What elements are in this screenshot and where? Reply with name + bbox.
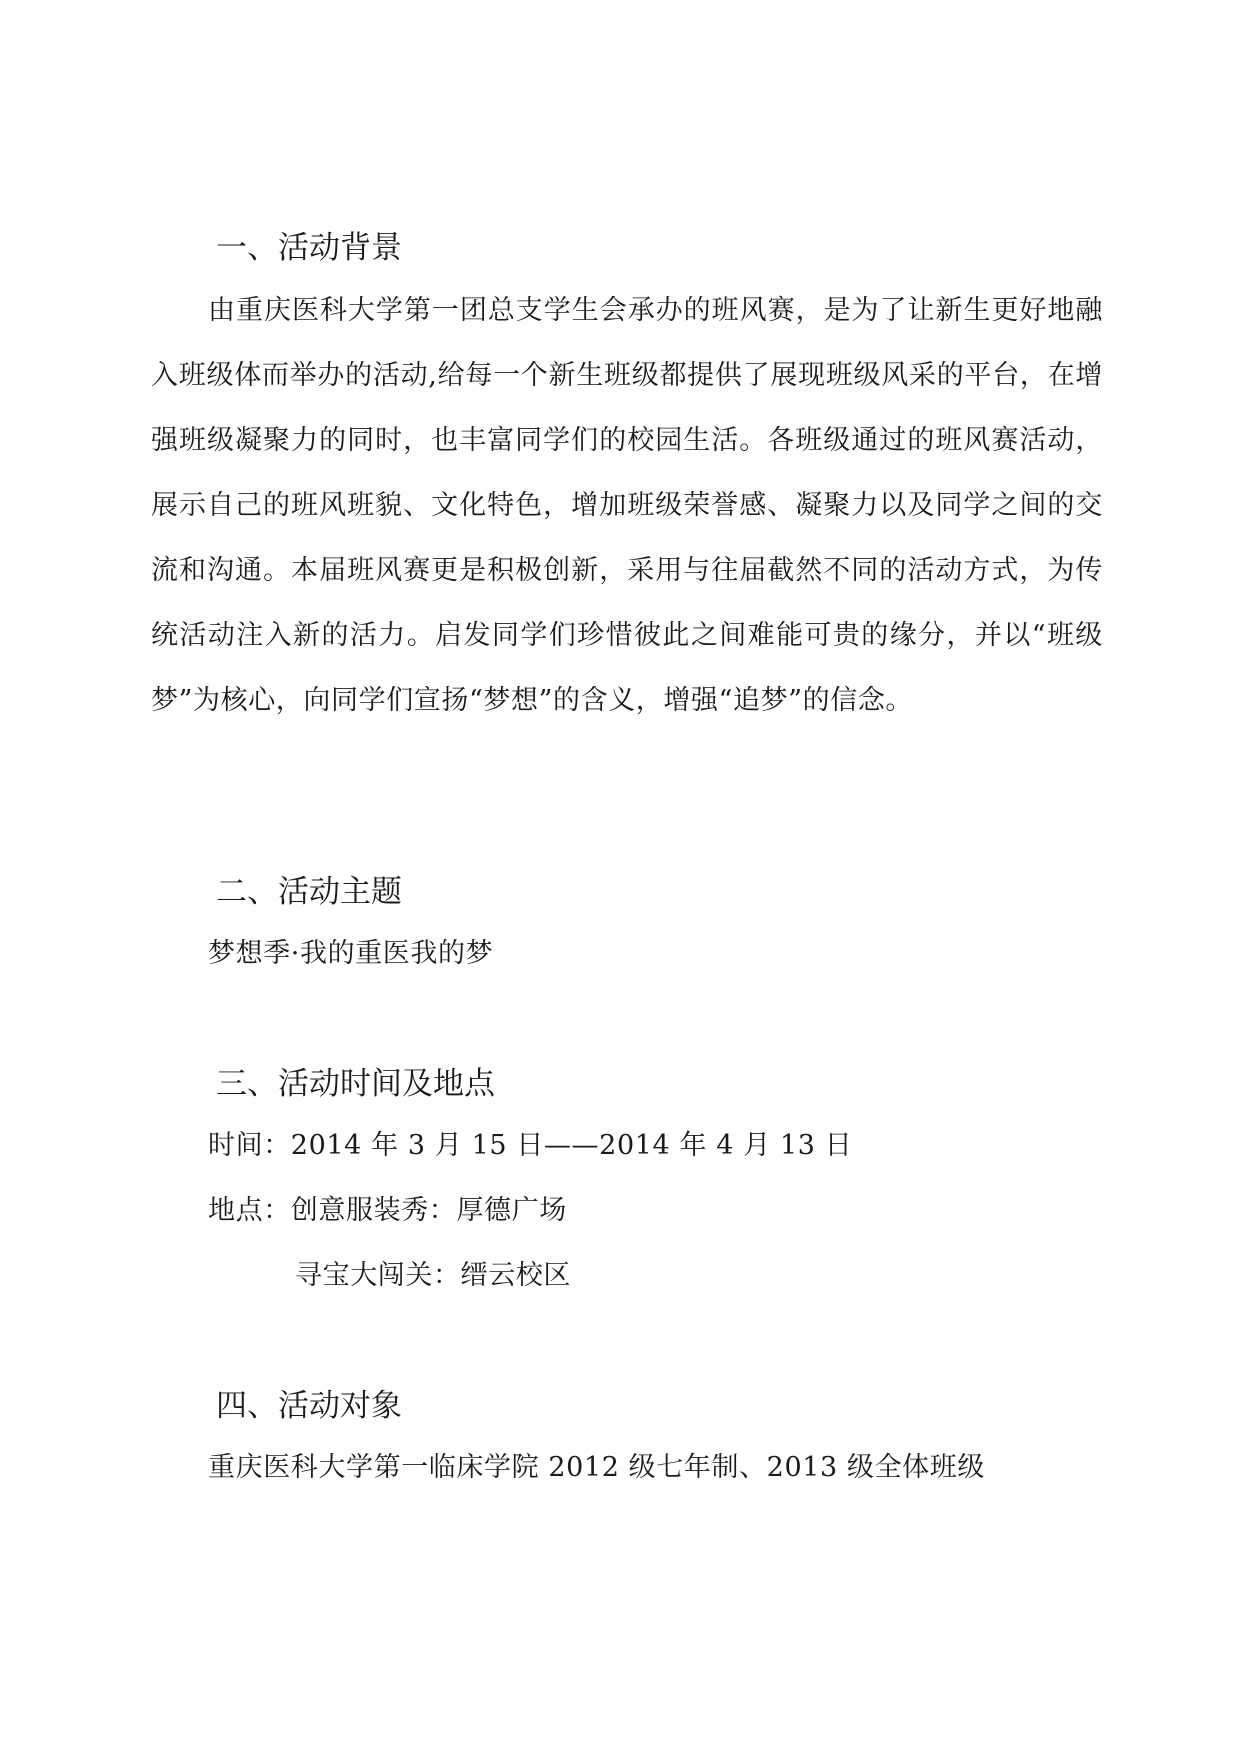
target-text: 重庆医科大学第一临床学院 2012 级七年制、2013 级全体班级: [208, 1452, 985, 1483]
background-paragraph: 由重庆医科大学第一团总支学生会承办的班风赛，是为了让新生更好地融入班级体而举办的活动,给每一个新生班级都提供了展现班级风采的平台，在增强班级凝聚力的同时，也丰富同学们的校园生活。各班级通过的班风赛活动，展示自己的班风班貌、文化特色，增加班级荣誉感、凝聚力以及同学之间的交流和沟通。本届班风赛更是积极创新，采用与往届截然不同的活动方式，为传统活动注入新的活力。启发同学们珍惜彼此之间难能可贵的缘分，并以“班级梦”为核心，向同学们宣扬“梦想”的含义，增强“追梦”的信念。: [151, 295, 1103, 716]
place-text-1: 地点：创意服装秀：厚德广场: [208, 1195, 567, 1226]
place-text-2: 寻宝大闯关：缙云校区: [295, 1260, 571, 1291]
section-heading-target: 四、活动对象: [216, 1388, 402, 1424]
section-heading-background: 一、活动背景: [216, 230, 402, 266]
section-heading-time-place: 三、活动时间及地点: [216, 1066, 495, 1102]
section-heading-theme: 二、活动主题: [216, 874, 402, 910]
time-text: 时间：2014 年 3 月 15 日——2014 年 4 月 13 日: [208, 1130, 853, 1161]
theme-text: 梦想季·我的重医我的梦: [208, 938, 494, 969]
